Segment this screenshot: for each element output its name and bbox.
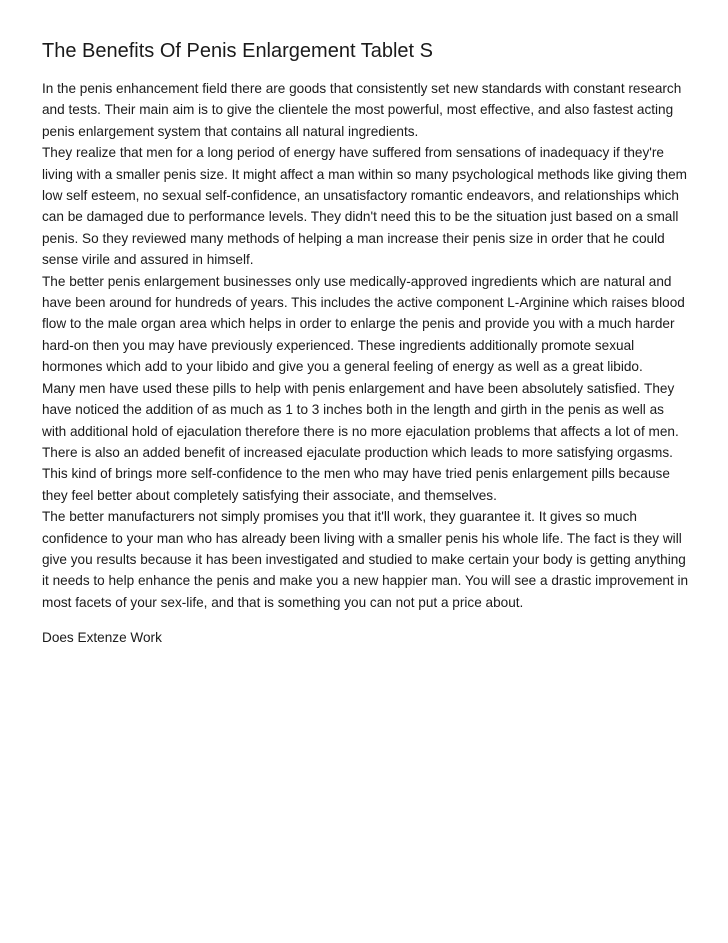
paragraph-5: The better manufacturers not simply promises you that it'll work, they guarantee it. It gives so much confidence to your man who has already been living with a smaller penis his whole life. The fact is they will give you results because it has been investigated and studied to make certain your body is getting anything it needs to help enhance the penis and make you a new happier man. You will see a drastic improvement in most facets of your sex-life, and that is something you can not put a price about.	[42, 509, 689, 610]
paragraph-1: In the penis enhancement field there are goods that consistently set new standards with constant research and tests. Their main aim is to give the clientele the most powerful, most effective, and also fastest acting penis enlargement system that contains all natural ingredients.	[42, 81, 682, 139]
does-extenze-work-link[interactable]: Does Extenze Work	[42, 630, 162, 646]
paragraph-4: Many men have used these pills to help with penis enlargement and have been absolutely satisfied. They have noticed the addition of as much as 1 to 3 inches both in the length and girth in the penis as well as with additional hold of ejaculation therefore there is no more ejaculation problems that affects a lot of men. There is also an added benefit of increased ejaculate production which leads to more satisfying orgasms. This kind of brings more self-confidence to the men who may have tried penis enlargement pills because they feel better about completely satisfying their associate, and themselves.	[42, 380, 679, 503]
document-page	[42, 38, 690, 649]
paragraph-3: The better penis enlargement businesses only use medically-approved ingredients which are natural and have been around for hundreds of years. This includes the active component L-Arginine which raises blood flow to the male organ area which helps in order to enlarge the penis and provide you with a much harder hard-on then you may have previously experienced. These ingredients additionally promote sexual hormones which add to your libido and give you a general feeling of energy as well as a great libido.	[42, 273, 685, 375]
paragraph-2: They realize that men for a long period of energy have suffered from sensations of inadequacy if they're living with a smaller penis size. It might affect a man within so many psychological methods like giving them low self esteem, no sexual self-confidence, an unsatisfactory romantic endeavors, and relationships which can be damaged due to performance levels. They didn't need this to be the situation just based on a small penis. So they reviewed many methods of helping a man increase their penis size in order that he could sense virile and assured in himself.	[42, 145, 687, 268]
page-title: The Benefits Of Penis Enlargement Tablet S	[42, 40, 433, 62]
